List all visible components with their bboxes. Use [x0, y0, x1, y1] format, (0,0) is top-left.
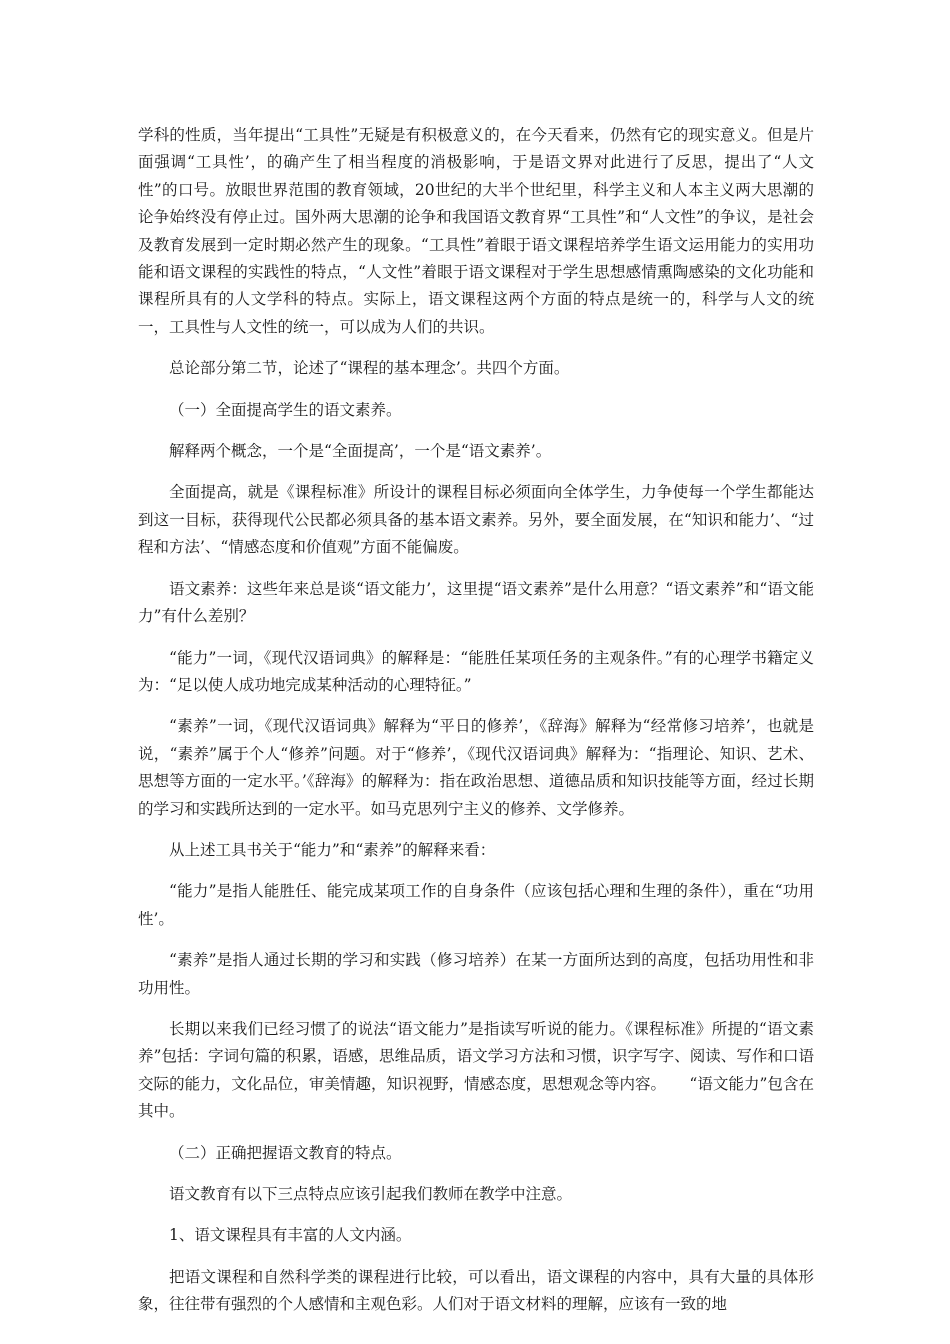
paragraph-7: “能力”一词，《现代汉语词典》的解释是：“能胜任某项任务的主观条件。”有的心理学书籍定义为：“足以使人成功地完成某种活动的心理特征。” [138, 648, 814, 694]
paragraph-16: 把语文课程和自然科学类的课程进行比较，可以看出，语文课程的内容中，具有大量的具体形象，往往带有强烈的个人感情和主观色彩。人们对于语文材料的理解，应该有一致的地 [138, 1267, 814, 1314]
paragraph-1: 学科的性质，当年提出“工具性”无疑是有积极意义的，在今天看来，仍然有它的现实意义。但是片面强调“工具性’，的确产生了相当程度的消极影响，于是语文界对此进行了反思，提出了“人文性”的口号。放眼世界范围的教育领域，20世纪的大半个世纪里，科学主义和人本主义两大思潮的论争始终没有停止过。国外两大思潮的论争和我国语文教育界“工具性”和“人文性”的争议，是社会及教育发展到一定时期必然产生的现象。“工具性”着眼于语文课程培养学生语文运用能力的实用功能和语文课程的实践性的特点，“人文性”着眼于语文课程对于学生思想感情熏陶感染的文化功能和课程所具有的人文学科的特点。实际上，语文课程这两个方面的特点是统一的，科学与人文的统一，工具性与人文性的统一，可以成为人们的共识。 [138, 126, 814, 336]
paragraph-12: 长期以来我们已经习惯了的说法“语文能力”是指读写听说的能力。《课程标准》所提的“语文素养”包括：字词句篇的积累，语感，思维品质，语文学习方法和习惯，识字写字、阅读、写作和口语交际的能力，文化品位，审美情趣，知识视野，情感态度，思想观念等内容。 “语文能力”包含在其中。 [138, 1019, 814, 1121]
document-body [138, 122, 814, 1333]
paragraph-14: 语文教育有以下三点特点应该引起我们教师在教学中注意。 [169, 1185, 573, 1203]
paragraph-10: “能力”是指人能胜任、能完成某项工作的自身条件（应该包括心理和生理的条件），重在“功用性’。 [138, 882, 814, 928]
paragraph-2: 总论部分第二节，论述了“课程的基本理念’。共四个方面。 [169, 359, 570, 378]
section-heading-1: （一）全面提高学生的语文素养。 [169, 400, 402, 419]
paragraph-6: 语文素养：这些年来总是谈“语文能力’，这里提“语文素养”是什么用意？“语文素养”和“语文能力”有什么差别？ [138, 579, 814, 626]
paragraph-4: 解释两个概念，一个是“全面提高’，一个是“语文素养’。 [169, 442, 552, 461]
paragraph-9: 从上述工具书关于“能力”和“素养”的解释来看： [169, 840, 496, 859]
paragraph-8: “素养”一词，《现代汉语词典》解释为“平日的修养’，《辞海》解释为“经常修习培养’，也就是说，“素养”属于个人“修养”问题。对于“修养’，《现代汉语词典》解释为：“指理论、知识、艺术、思想等方面的一定水平。’《辞海》的解释为：指在政治思想、道德品质和知识技能等方面，经过长期的学习和实践所达到的一定水平。如马克思列宁主义的修养、文学修养。 [138, 717, 814, 818]
section-heading-2: （二）正确把握语文教育的特点。 [169, 1143, 402, 1162]
paragraph-11: “素养”是指人通过长期的学习和实践（修习培养）在某一方面所达到的高度，包括功用性和非功用性。 [138, 951, 814, 997]
subsection-heading-1: 1、语文课程具有丰富的人文内涵。 [169, 1226, 412, 1245]
paragraph-5: 全面提高，就是《课程标准》所设计的课程目标必须面向全体学生，力争使每一个学生都能达到这一目标，获得现代公民都必须具备的基本语文素养。另外，要全面发展，在“知识和能力’、“过程和方法’、“情感态度和价值观”方面不能偏废。 [138, 483, 814, 557]
